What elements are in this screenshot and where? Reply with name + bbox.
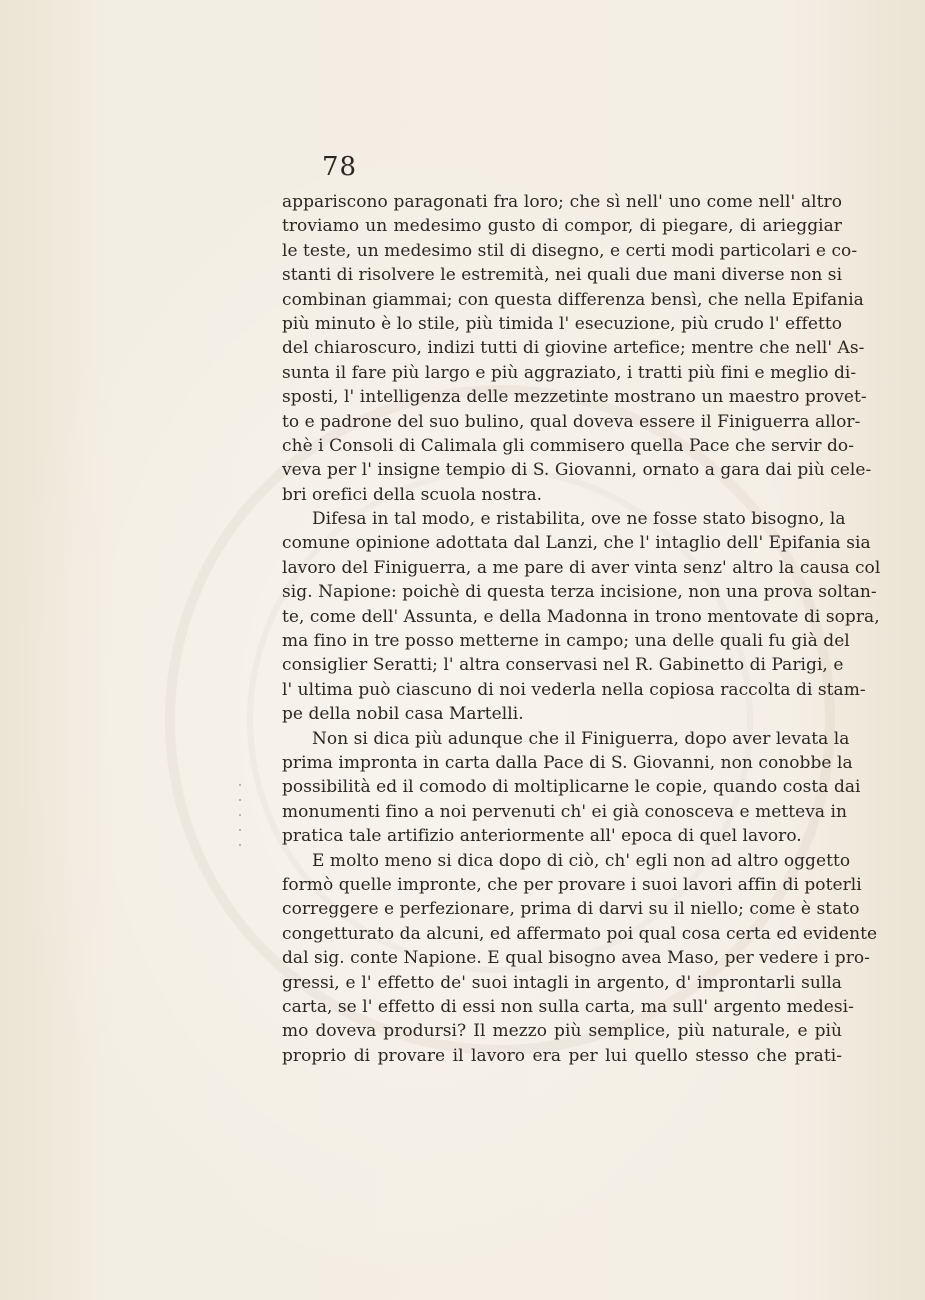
text-line: formò quelle impronte, che per provare i suoi lavori affin di poterli (282, 874, 862, 895)
text-line: to e padrone del suo bulino, qual doveva essere il Finiguerra allor- (282, 411, 861, 432)
text-line: prima impronta in carta dalla Pace di S. Giovanni, non conobbe la (282, 752, 853, 773)
text-line: stanti di risolvere le estremità, nei quali due mani diverse non si (282, 265, 843, 286)
margin-marks (238, 780, 242, 860)
text-line: Difesa in tal modo, e ristabilita, ove ne fosse stato bisogno, la (312, 509, 846, 530)
text-line: più minuto è lo stile, più timida l' esecuzione, più crudo l' effetto (282, 313, 842, 334)
text-line: Non si dica più adunque che il Finiguerra, dopo aver levata la (312, 728, 850, 749)
page-number: 78 (322, 152, 358, 182)
text-line: gressi, e l' effetto de' suoi intagli in argento, d' improntarli sulla (282, 972, 842, 993)
text-line: troviamo un medesimo gusto di compor, di piegare, di arieggiar (282, 216, 842, 237)
text-line: le teste, un medesimo stil di disegno, e certi modi particolari e co- (282, 240, 858, 261)
text-line: sunta il fare più largo e più aggraziato, i tratti più fini e meglio di- (282, 362, 857, 383)
text-line: combinan giammai; con questa differenza bensì, che nella Epifania (282, 289, 864, 310)
text-line: lavoro del Finiguerra, a me pare di aver vinta senz' altro la causa col (282, 557, 881, 578)
text-line: correggere e perfezionare, prima di darvi su il niello; come è stato (282, 899, 860, 920)
text-line: possibilità ed il comodo di moltiplicarne le copie, quando costa dai (282, 777, 861, 798)
text-line: chè i Consoli di Calimala gli commisero quella Pace che servir do- (282, 435, 854, 456)
text-line: monumenti fino a noi pervenuti ch' ei già conosceva e metteva in (282, 801, 848, 822)
text-line: dal sig. conte Napione. E qual bisogno avea Maso, per vedere i pro- (282, 948, 870, 969)
text-line: comune opinione adottata dal Lanzi, che l' intaglio dell' Epifania sia (282, 533, 871, 554)
text-line: pe della nobil casa Martelli. (282, 704, 524, 725)
text-line: sposti, l' intelligenza delle mezzetinte mostrano un maestro provet- (282, 387, 867, 408)
text-line: congetturato da alcuni, ed affermato poi qual cosa certa ed evidente (282, 923, 878, 944)
text-line: veva per l' insigne tempio di S. Giovanni, ornato a gara dai più cele- (282, 460, 872, 481)
text-line: carta, se l' effetto di essi non sulla carta, ma sull' argento medesi- (282, 996, 854, 1017)
text-line: te, come dell' Assunta, e della Madonna in trono mentovate di sopra, (282, 606, 880, 627)
text-line: appariscono paragonati fra loro; che sì nell' uno come nell' altro (282, 192, 842, 212)
text-line: mo doveva prodursi? Il mezzo più semplice, più naturale, e più (282, 1021, 842, 1042)
text-line: del chiaroscuro, indizi tutti di giovine artefice; mentre che nell' As- (282, 338, 865, 359)
text-line: ma fino in tre posso metterne in campo; una delle quali fu già del (282, 631, 850, 652)
text-line: E molto meno si dica dopo di ciò, ch' egli non ad altro oggetto (312, 850, 851, 871)
text-line: consiglier Seratti; l' altra conservasi nel R. Gabinetto di Parigi, e (282, 655, 844, 676)
text-line: l' ultima può ciascuno di noi vederla nella copiosa raccolta di stam- (282, 679, 866, 700)
text-line: proprio di provare il lavoro era per lui quello stesso che prati- (282, 1045, 842, 1066)
body-text (282, 190, 881, 1068)
text-line: bri orefici della scuola nostra. (282, 484, 543, 505)
text-line: sig. Napione: poichè di questa terza incisione, non una prova soltan- (282, 582, 877, 603)
text-line: pratica tale artifizio anteriormente all' epoca di quel lavoro. (282, 826, 802, 847)
